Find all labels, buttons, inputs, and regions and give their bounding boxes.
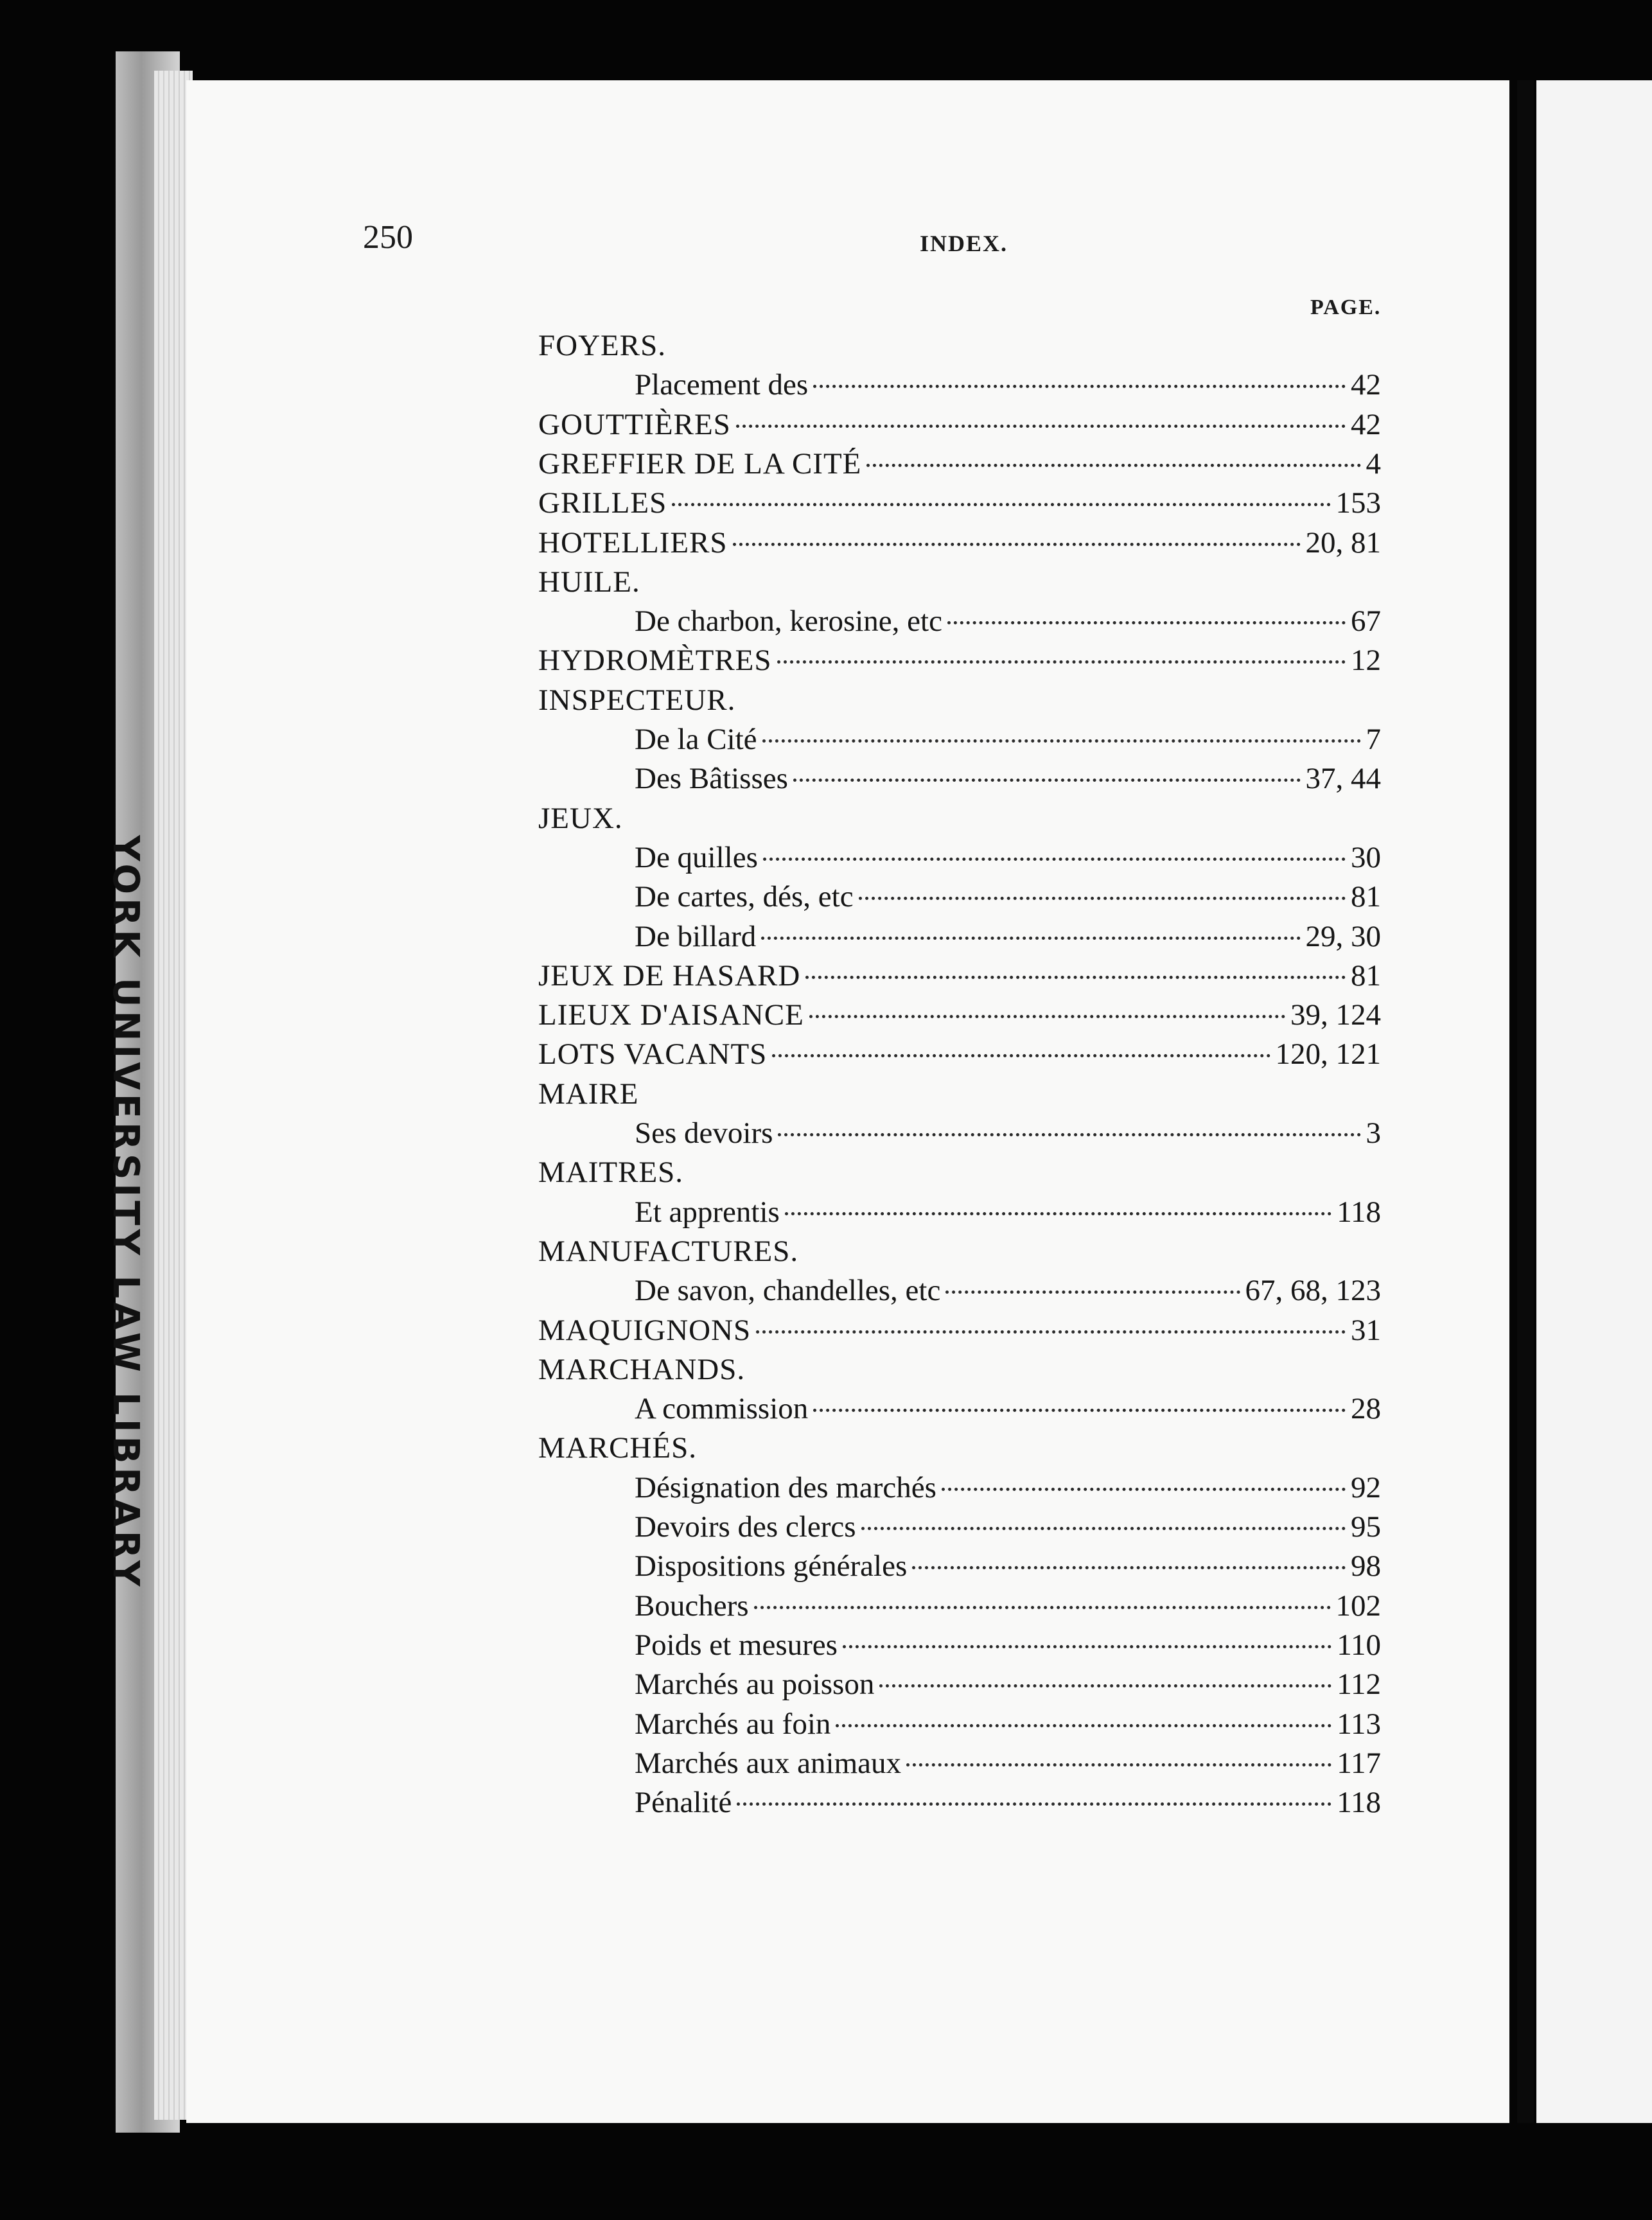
entry-label: GOUTTIÈRES — [538, 407, 731, 441]
entry-label: JEUX DE HASARD — [538, 958, 801, 992]
entry-label: LOTS VACANTS — [538, 1037, 768, 1071]
entry-page-numbers: 20, 81 — [1305, 525, 1381, 559]
index-subentry — [635, 1626, 1381, 1665]
dot-leader — [736, 425, 1346, 428]
entry-label: HOTELLIERS — [538, 525, 728, 559]
entry-page-numbers: 30 — [1351, 840, 1381, 874]
dot-leader — [947, 621, 1346, 624]
index-entry — [538, 1429, 1381, 1468]
index-subentry — [635, 1193, 1381, 1232]
index-entry — [538, 1075, 1381, 1114]
entry-label: Poids et mesures — [635, 1628, 838, 1662]
entry-page-numbers: 102 — [1335, 1589, 1381, 1623]
dot-leader — [763, 858, 1346, 861]
entry-label: De quilles — [635, 840, 758, 874]
entry-label: Placement des — [635, 368, 809, 402]
index-subentry — [635, 838, 1381, 877]
entry-page-numbers: 12 — [1351, 644, 1381, 678]
index-entry — [538, 326, 1381, 366]
running-head: INDEX. — [920, 231, 1008, 256]
dot-leader — [762, 739, 1361, 743]
index-entry — [538, 524, 1381, 563]
entry-label: De cartes, dés, etc — [635, 880, 854, 914]
entry-label: Et apprentis — [635, 1195, 780, 1229]
page-column-heading: PAGE. — [1310, 295, 1382, 319]
dot-leader — [836, 1724, 1331, 1727]
entry-label: Marchés aux animaux — [635, 1746, 902, 1780]
dot-leader — [772, 1054, 1270, 1057]
entry-page-numbers: 117 — [1337, 1746, 1381, 1780]
entry-page-numbers: 118 — [1337, 1786, 1381, 1820]
entry-label: Marchés au foin — [635, 1707, 831, 1741]
entry-label: GREFFIER DE LA CITÉ — [538, 446, 862, 480]
entry-page-numbers: 42 — [1351, 368, 1381, 402]
entry-label: Dispositions générales — [635, 1549, 908, 1583]
dot-leader — [942, 1488, 1346, 1491]
dot-leader — [912, 1566, 1346, 1569]
entry-label: MANUFACTURES. — [538, 1234, 799, 1268]
entry-label: Bouchers — [635, 1589, 749, 1623]
index-entry — [538, 956, 1381, 996]
entry-page-numbers: 113 — [1337, 1707, 1381, 1741]
entry-label: Des Bâtisses — [635, 762, 788, 796]
entry-page-numbers: 39, 124 — [1290, 998, 1381, 1032]
dot-leader — [733, 543, 1301, 546]
index-subentry — [635, 602, 1381, 641]
dot-leader — [813, 385, 1346, 388]
dot-leader — [777, 660, 1346, 664]
index-subentry — [635, 1114, 1381, 1153]
entry-label: LIEUX D'AISANCE — [538, 998, 804, 1032]
index-entry — [538, 484, 1381, 523]
entry-label: FOYERS. — [538, 329, 666, 362]
entry-label: MAIRE — [538, 1077, 639, 1111]
index-subentry — [635, 1271, 1381, 1310]
index-entry — [538, 445, 1381, 484]
index-subentry — [635, 366, 1381, 405]
spine-library-stamp: YORK UNIVERSITY LAW LIBRARY — [105, 835, 146, 1590]
index-entry — [538, 681, 1381, 720]
index-subentry — [635, 759, 1381, 798]
dot-leader — [737, 1802, 1331, 1806]
index-entry — [538, 563, 1381, 602]
dot-leader — [813, 1409, 1346, 1412]
index-entry — [538, 799, 1381, 838]
entry-label: HUILE. — [538, 565, 640, 599]
index-entry — [538, 1232, 1381, 1271]
index-subentry — [635, 1665, 1381, 1704]
entry-label: Désignation des marchés — [635, 1470, 936, 1504]
dot-leader — [809, 1015, 1285, 1018]
dot-leader — [859, 897, 1346, 900]
entry-label: De savon, chandelles, etc — [635, 1274, 941, 1308]
page-number: 250 — [363, 219, 413, 256]
entry-page-numbers: 98 — [1351, 1549, 1381, 1583]
entry-page-numbers: 7 — [1366, 723, 1381, 756]
entry-page-numbers: 153 — [1335, 486, 1381, 520]
entry-label: INSPECTEUR. — [538, 683, 736, 717]
entry-page-numbers: 4 — [1366, 446, 1381, 480]
dot-leader — [843, 1645, 1331, 1648]
entry-page-numbers: 110 — [1337, 1628, 1381, 1662]
entry-page-numbers: 120, 121 — [1275, 1037, 1381, 1071]
index-subentry — [635, 877, 1381, 917]
dot-leader — [861, 1527, 1346, 1530]
entry-page-numbers: 118 — [1337, 1195, 1381, 1229]
dot-leader — [761, 937, 1300, 940]
entry-label: Ses devoirs — [635, 1116, 773, 1150]
index-subentry — [635, 720, 1381, 759]
entry-page-numbers: 31 — [1351, 1313, 1381, 1347]
index-entry — [538, 405, 1381, 445]
entry-page-numbers: 67, 68, 123 — [1245, 1274, 1381, 1308]
index-subentry — [635, 1389, 1381, 1429]
entry-page-numbers: 95 — [1351, 1510, 1381, 1544]
entry-page-numbers: 112 — [1337, 1668, 1381, 1702]
index-subentry — [635, 917, 1381, 956]
index-entry — [538, 996, 1381, 1035]
entry-label: HYDROMÈTRES — [538, 644, 772, 678]
entry-label: MARCHÉS. — [538, 1431, 697, 1465]
entry-page-numbers: 3 — [1366, 1116, 1381, 1150]
entry-page-numbers: 92 — [1351, 1470, 1381, 1504]
index-entry — [538, 1350, 1381, 1389]
index-subentry — [635, 1744, 1381, 1783]
index-entry — [538, 1035, 1381, 1074]
entry-label: JEUX. — [538, 801, 623, 835]
entry-label: De la Cité — [635, 723, 757, 756]
entry-label: MAITRES. — [538, 1156, 684, 1190]
entry-label: Marchés au poisson — [635, 1668, 875, 1702]
index-subentry — [635, 1705, 1381, 1744]
entry-label: MARCHANDS. — [538, 1352, 746, 1386]
book-gutter — [1517, 80, 1534, 2123]
entry-page-numbers: 42 — [1351, 407, 1381, 441]
dot-leader — [672, 503, 1330, 506]
entry-label: MAQUIGNONS — [538, 1313, 751, 1347]
entry-label: GRILLES — [538, 486, 667, 520]
entry-page-numbers: 28 — [1351, 1392, 1381, 1426]
index-subentry — [635, 1508, 1381, 1547]
entry-page-numbers: 81 — [1351, 880, 1381, 914]
dot-leader — [906, 1763, 1331, 1766]
dot-leader — [879, 1684, 1331, 1687]
dot-leader — [754, 1606, 1331, 1609]
entry-label: De charbon, kerosine, etc — [635, 604, 942, 639]
dot-leader — [805, 976, 1346, 979]
index-subentry — [635, 1547, 1381, 1586]
facing-page-edge — [1536, 80, 1652, 2123]
dot-leader — [866, 464, 1360, 467]
dot-leader — [778, 1133, 1360, 1136]
index-subentry — [635, 1468, 1381, 1508]
entry-page-numbers: 37, 44 — [1305, 762, 1381, 796]
entry-page-numbers: 29, 30 — [1305, 919, 1381, 953]
dot-leader — [793, 779, 1301, 782]
entry-label: Pénalité — [635, 1786, 732, 1820]
index-entry — [538, 1311, 1381, 1350]
entry-label: Devoirs des clercs — [635, 1510, 856, 1544]
dot-leader — [785, 1212, 1331, 1215]
dot-leader — [945, 1291, 1240, 1294]
entry-page-numbers: 67 — [1351, 604, 1381, 639]
index-entry — [538, 1153, 1381, 1192]
index-subentry — [635, 1783, 1381, 1822]
index-subentry — [635, 1587, 1381, 1626]
entry-label: A commission — [635, 1392, 809, 1426]
index-entry — [538, 641, 1381, 680]
entry-page-numbers: 81 — [1351, 958, 1381, 992]
dot-leader — [756, 1330, 1346, 1334]
entry-label: De billard — [635, 919, 757, 953]
